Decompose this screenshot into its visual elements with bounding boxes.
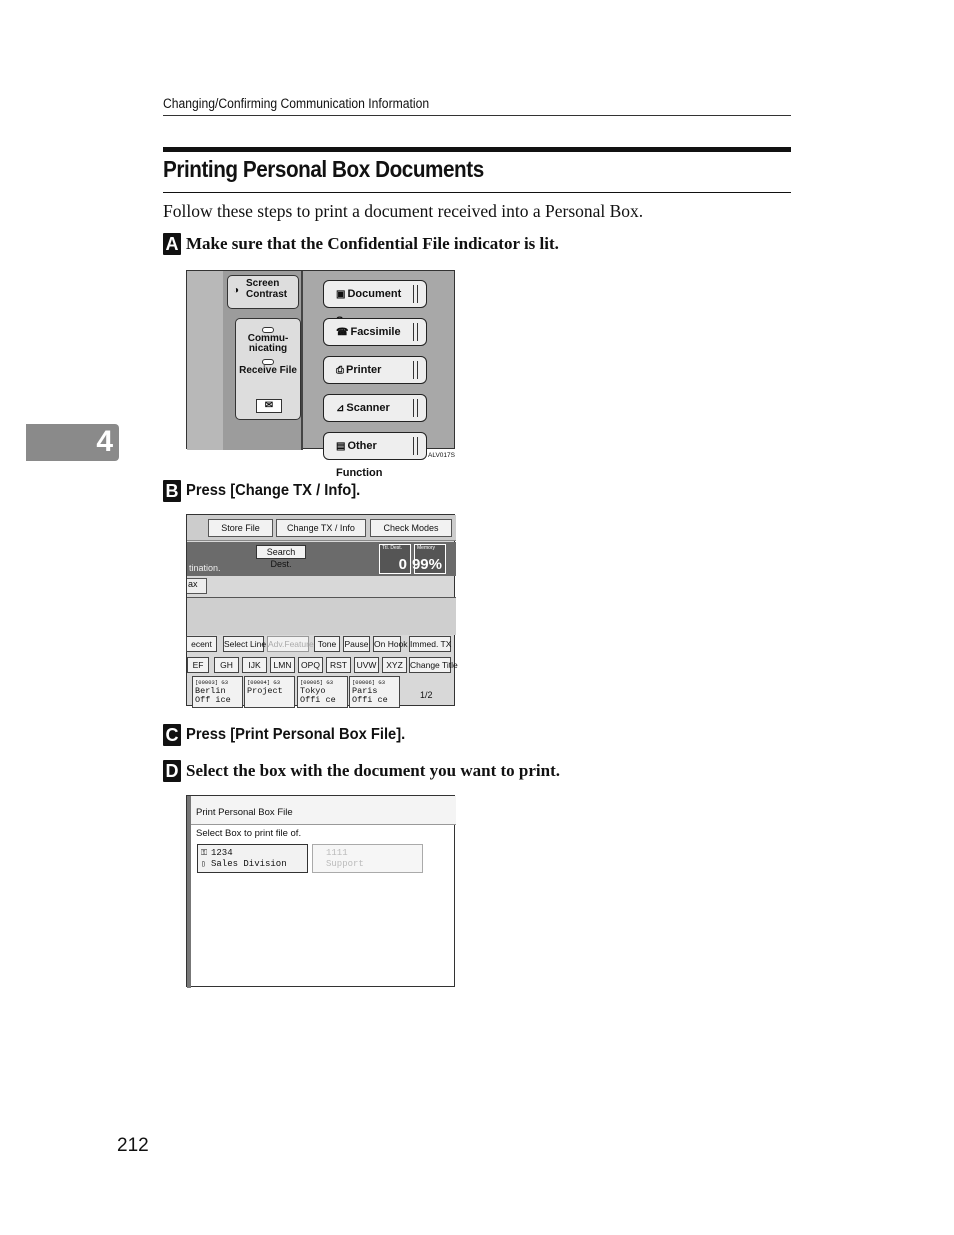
step-number: A (163, 233, 181, 255)
index-xyz-tab[interactable]: XYZ (382, 657, 407, 673)
step-number: B (163, 480, 181, 502)
destination-key[interactable] (192, 676, 243, 708)
counter-label: Ttl. Dest. (382, 545, 403, 551)
key-label: Printer (346, 364, 382, 376)
counter-value: 0 (398, 556, 407, 573)
step-1 (163, 233, 559, 255)
destination-name: Tokyo Offi ce (300, 686, 336, 705)
destination-prompt: tination. (189, 563, 221, 573)
other-function-icon: ▤ (336, 441, 346, 452)
chapter-number: 4 (96, 425, 113, 458)
step-number: C (163, 724, 181, 746)
top-tab-bar (187, 515, 456, 541)
step-text: Press [Print Personal Box File]. (186, 726, 406, 743)
screen-instruction: Select Box to print file of. (196, 828, 302, 839)
receive-file-label: Receive File (239, 365, 297, 376)
running-head-rule (163, 115, 791, 116)
personal-box-button[interactable] (312, 844, 423, 873)
key-label: Other Function (336, 440, 383, 479)
destination-code: [00006] G3 (352, 679, 386, 686)
box-name: Sales Division (211, 859, 287, 869)
fax-tab[interactable]: ax (187, 578, 207, 594)
page-number: 212 (117, 1135, 149, 1156)
fax-screen-image (186, 514, 458, 706)
document-server-icon: ▣ (336, 289, 346, 300)
destination-key[interactable] (297, 676, 348, 708)
index-uvw-tab[interactable]: UVW (354, 657, 379, 673)
select-line-button[interactable]: Select Line (223, 636, 264, 652)
confidential-file-icon: ✉ (256, 399, 282, 413)
screen-contrast-key[interactable] (227, 275, 299, 309)
communicating-label: Commu- nicating (247, 333, 289, 354)
index-ijk-tab[interactable]: IJK (242, 657, 267, 673)
index-lmn-tab[interactable]: LMN (270, 657, 295, 673)
step-4 (163, 760, 560, 782)
document-icon: ▯ (201, 860, 206, 869)
running-head (163, 96, 728, 116)
intro-text: Follow these steps to print a document received into a Personal Box. (163, 201, 644, 221)
destination-name: Paris Offi ce (352, 686, 388, 705)
facsimile-key[interactable] (323, 318, 427, 346)
facsimile-icon: ☎ (336, 327, 349, 338)
screen-contrast-label: Screen Contrast (246, 278, 288, 300)
confidential-indicator-box (235, 318, 301, 420)
tone-button[interactable]: Tone (314, 636, 340, 652)
other-function-key[interactable] (323, 432, 427, 479)
recent-button[interactable]: ecent (186, 636, 217, 652)
destination-bar (187, 542, 456, 576)
destination-code: [00004] G3 (247, 679, 281, 686)
screen-header: Print Personal Box File (191, 796, 456, 825)
panel-edge (187, 271, 225, 450)
counter-value: 99% (411, 556, 442, 573)
print-personal-box-screen-image (186, 795, 455, 987)
chapter-tab (26, 424, 119, 461)
box-id: 1234 (211, 848, 233, 858)
step-text: Select the box with the document you want to print. (186, 761, 560, 780)
key-label: Document (347, 288, 402, 300)
destination-name: Project (247, 686, 283, 696)
adv-feature-button[interactable]: Adv.Feature (267, 636, 309, 652)
on-hook-button[interactable]: On Hook (373, 636, 401, 652)
store-file-tab[interactable]: Store File (208, 519, 273, 537)
step-2 (163, 480, 375, 502)
check-modes-tab[interactable]: Check Modes (370, 519, 452, 537)
page-indicator: 1/2 (420, 690, 433, 700)
contrast-icon: ◑ (233, 285, 240, 296)
personal-box-button[interactable] (197, 844, 308, 873)
search-dest-button[interactable]: Search Dest. (256, 545, 306, 559)
immediate-tx-button[interactable]: Immed. TX (409, 636, 451, 652)
destination-name: Berlin Off ice (195, 686, 231, 705)
key-label: Facsimile (350, 326, 401, 338)
index-ef-tab[interactable]: EF (187, 657, 209, 673)
title-bar (163, 147, 791, 152)
running-head-text: Changing/Confirming Communication Information (163, 96, 430, 111)
destination-key[interactable] (244, 676, 295, 708)
figure-code: ALV017S (428, 452, 455, 459)
page-title: Printing Personal Box Documents (163, 156, 484, 182)
box-id: 1111 (326, 848, 348, 858)
change-title-button[interactable]: Change Title (409, 657, 451, 673)
document-server-key[interactable] (323, 280, 427, 308)
printer-key[interactable] (323, 356, 427, 384)
memory-counter (411, 544, 446, 574)
step-number: D (163, 760, 181, 782)
printer-icon: ⎙ (336, 365, 344, 376)
step-text: Make sure that the Confidential File indicator is lit. (186, 234, 559, 253)
index-opq-tab[interactable]: OPQ (298, 657, 323, 673)
index-rst-tab[interactable]: RST (326, 657, 351, 673)
total-dest-counter (379, 544, 411, 574)
step-3 (163, 724, 424, 746)
scanner-key[interactable] (323, 394, 427, 422)
pause-button[interactable]: Pause (343, 636, 370, 652)
key-label: Scanner (346, 402, 390, 414)
change-tx-info-tab[interactable]: Change TX / Info (276, 519, 366, 537)
box-icon: ⚿ (201, 849, 208, 858)
scanner-icon: ⊿ (336, 403, 345, 414)
destination-code: [00005] G3 (300, 679, 334, 686)
step-text: Press [Change TX / Info]. (186, 482, 361, 499)
index-gh-tab[interactable]: GH (214, 657, 239, 673)
destination-key[interactable] (349, 676, 400, 708)
counter-label: Memory (417, 545, 436, 551)
box-name: Support (326, 859, 364, 869)
destination-entry-area (187, 597, 456, 635)
destination-code: [00003] G3 (195, 679, 229, 686)
title-rule (163, 192, 791, 193)
